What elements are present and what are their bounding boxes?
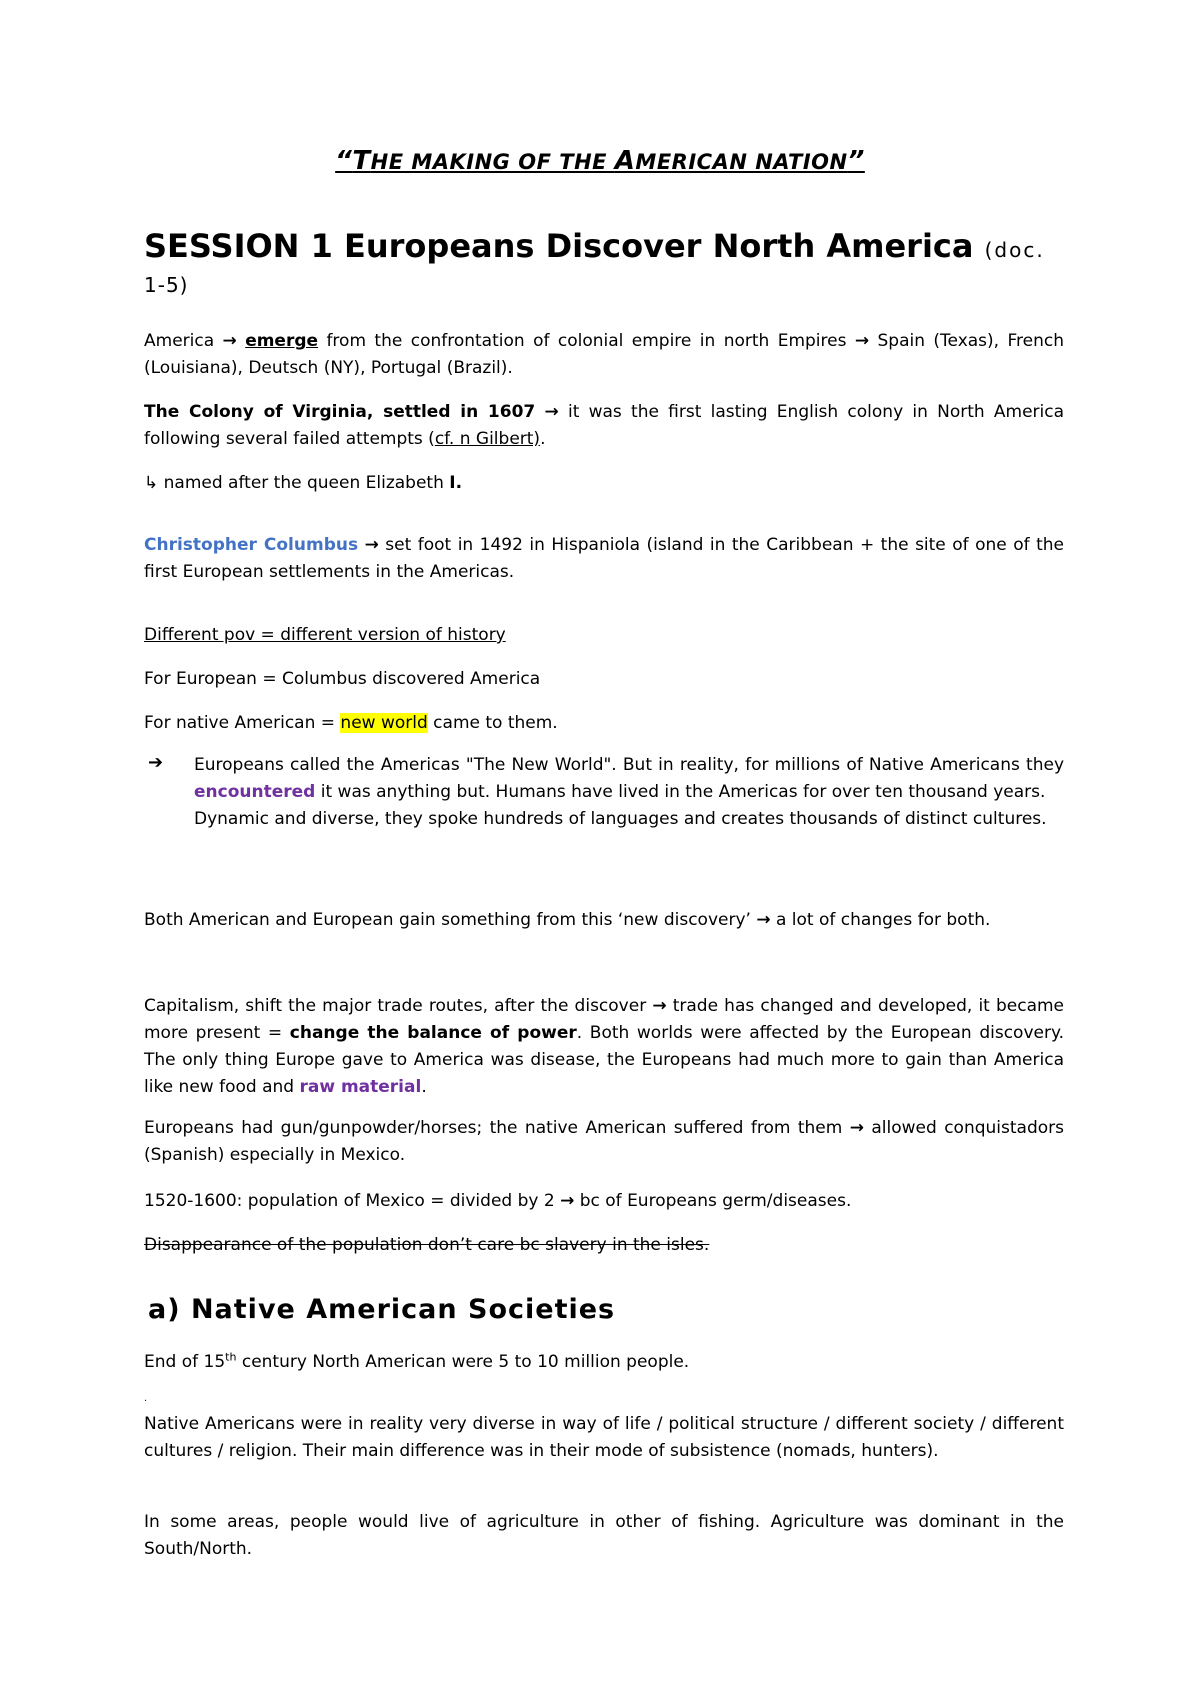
text: set foot in 1492 in Hispaniola (island in the Caribbean + the site of one of the first European settlements in the Americas. — [144, 535, 1064, 582]
paragraph-virginia — [144, 399, 1064, 453]
text: from the confrontation of colonial empire in north Empires — [318, 331, 855, 351]
document-title — [0, 146, 1200, 176]
paragraph-diversity: Native Americans were in reality very diverse in way of life / political structure / different society / different cultures / religion. Their main difference was in their mode of subsistence (nomads, hunters). — [144, 1414, 1064, 1461]
arrow-icon: → — [364, 535, 379, 555]
raw-material-term: raw material — [299, 1077, 422, 1097]
gilbert-ref: cf. n Gilbert) — [434, 429, 541, 449]
paragraph-gunpowder — [144, 1115, 1064, 1169]
session-heading — [144, 226, 1064, 300]
text: 1520-1600: population of Mexico = divided by 2 — [144, 1191, 561, 1211]
text: . — [540, 429, 546, 449]
title-part2: MERICAN NATION — [635, 150, 848, 174]
title-t: T — [352, 146, 371, 176]
encountered-term: encountered — [194, 782, 316, 802]
arrow-icon: → — [544, 402, 559, 422]
session-doc: (doc. — [984, 238, 1045, 262]
text: it was the first lasting English colony in North America following several failed attempts ( — [144, 402, 1065, 449]
text: it was anything but. Humans have lived in the Americas for over ten thousand years. — [315, 782, 1046, 802]
text: End of 15 — [144, 1352, 226, 1372]
session-doc-range: 1-5) — [144, 273, 189, 297]
highlight-new-world: new world — [340, 713, 428, 733]
arrow-icon: → — [652, 996, 667, 1016]
text: Europeans called the Americas "The New World". But in reality, for millions of Native Americans they — [194, 755, 1064, 775]
paragraph-elizabeth — [144, 470, 1064, 497]
text: America — [144, 331, 223, 351]
paragraph-population-15th — [144, 1349, 1064, 1376]
text: century North American were 5 to 10 million people. — [236, 1352, 690, 1372]
title-a: A — [614, 146, 636, 176]
text: . Both worlds were affected by the European discovery. The only thing Europe gave to America was disease, the Europeans had much more to gain than America like new food and — [144, 1023, 1065, 1097]
text: bc of Europeans germ/diseases. — [574, 1191, 852, 1211]
paragraph-mexico-population — [144, 1188, 1064, 1215]
paragraph-european-view: For European = Columbus discovered America — [144, 669, 541, 689]
text: came to them. — [427, 713, 558, 733]
paragraph-struck-disappearance: Disappearance of the population don’t care bc slavery in the isles. — [144, 1235, 710, 1255]
text: Dynamic and diverse, they spoke hundreds of languages and creates thousands of distinct cultures. — [194, 809, 1047, 829]
arrow-icon: → — [560, 1191, 575, 1211]
paragraph-native-view — [144, 710, 1064, 737]
bullet-paragraph-new-world — [194, 752, 1064, 833]
text: allowed conquistadors (Spanish) especially in Mexico. — [144, 1118, 1064, 1165]
text: th — [225, 1350, 237, 1364]
text: trade has changed and developed, it became more present = — [144, 996, 1064, 1043]
text: Europeans had gun/gunpowder/horses; the native American suffered from them — [144, 1118, 850, 1138]
arrow-icon: → — [756, 910, 771, 930]
columbus-name: Christopher Columbus — [144, 535, 359, 555]
title-part: HE MAKING OF THE — [370, 150, 615, 174]
paragraph-different-pov: Different pov = different version of history — [144, 625, 506, 645]
text: I. — [449, 473, 463, 493]
text: ↳ named after the queen Elizabeth — [144, 473, 450, 493]
arrow-icon: → — [222, 331, 237, 351]
bullet-arrow-icon: ➔ — [148, 752, 164, 773]
paragraph-both-gain — [144, 907, 1064, 934]
title-quote-close: ” — [847, 146, 865, 176]
text: For native American = — [144, 713, 341, 733]
session-title: SESSION 1 Europeans Discover North America — [144, 227, 974, 265]
emerge-term: emerge — [245, 331, 319, 351]
text: . — [421, 1077, 427, 1097]
text: a lot of changes for both. — [770, 910, 991, 930]
virginia-bold: The Colony of Virginia, settled in 1607 — [144, 402, 536, 422]
text: Capitalism, shift the major trade routes, after the discover — [144, 996, 653, 1016]
arrow-icon: → — [849, 1118, 864, 1138]
paragraph-america-emerge — [144, 328, 1064, 382]
arrow-icon: → — [854, 331, 870, 351]
text: Both American and European gain something from this ‘new discovery’ — [144, 910, 757, 930]
title-quote-open: “ — [335, 146, 353, 176]
text: Spain (Texas), French (Louisiana), Deutsch (NY), Portugal (Brazil). — [144, 331, 1064, 378]
stray-dot: . — [144, 1393, 148, 1404]
paragraph-capitalism — [144, 993, 1064, 1101]
paragraph-agriculture: In some areas, people would live of agriculture in other of fishing. Agriculture was dominant in the South/North. — [144, 1512, 1064, 1559]
section-heading-native-societies: a) Native American Societies — [148, 1294, 616, 1325]
balance-of-power: change the balance of power — [289, 1023, 577, 1043]
paragraph-columbus — [144, 532, 1064, 586]
